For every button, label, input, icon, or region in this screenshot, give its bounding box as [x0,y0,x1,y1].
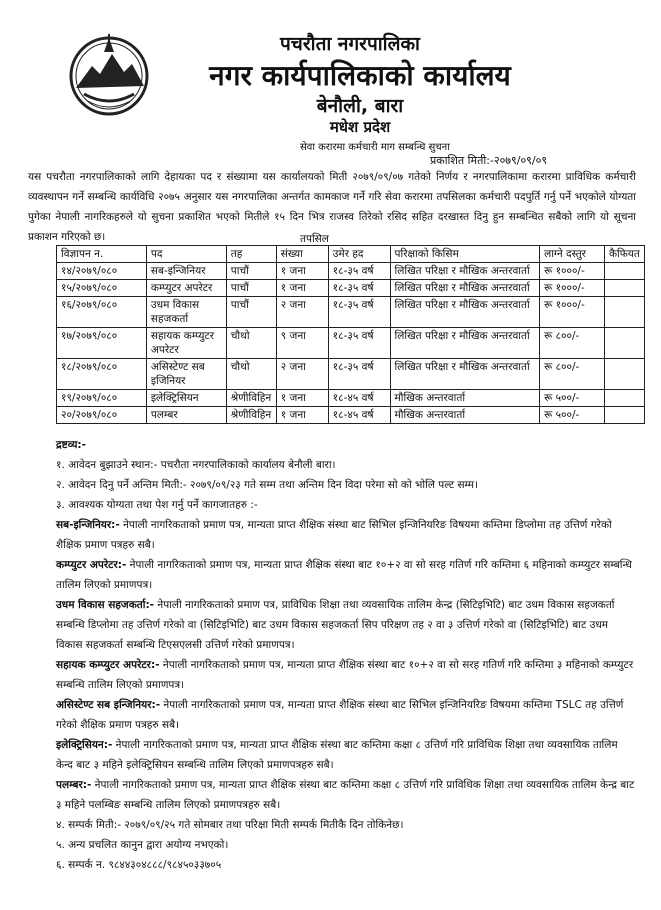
cell-count: १ जना [276,263,328,280]
cell-age: १८-४५ वर्ष [328,407,390,424]
cell-exam: लिखित परिक्षा र मौखिक अन्तरवार्ता [390,328,540,359]
cell-age: १८-३५ वर्ष [328,328,390,359]
qualification-text: नेपाली नागरिकताको प्रमाण पत्र, मान्यता प्राप्त शैक्षिक संस्था बाट कम्तिमा कक्षा ८ उत्तिर्ण गरि प्राविधिक शिक्षा तथा व्यवसायिक तालिम केन्द बाट ३ महिने इलेक्ट्रिसियन सम्बन्धि तालिम लिएको प्रमाणपत्रहरु सबै। [56,739,618,771]
cell-level: पाचौं [226,297,276,328]
qualification-text: नेपाली नागरिकताको प्रमाण पत्र, मान्यता प्राप्त शैक्षिक संस्था बाट १०+२ वा सो सरह गतिर्ण गरि कम्तिमा ६ महिनाको कम्प्युटर सम्बन्धि तालिम लिएको प्रमाणपत्र। [56,559,632,591]
col-header-level: तह [226,246,276,263]
cell-ad-no: १७/२०७९/०८० [57,328,147,359]
cell-remarks [604,328,644,359]
note-qualifications-heading: ३. आवश्यक योग्यता तथा पेश गर्नु पर्ने कागजातहरु :- [56,499,258,511]
table-row [57,359,645,390]
cell-remarks [604,263,644,280]
qualification-text: नेपाली नागरिकताको प्रमाण पत्र, मान्यता प्राप्त शैक्षिक संस्था बाट सिभिल इन्जिनियरिङ विषयमा कम्तिमा TSLC तह उत्तिर्ण गरेको शैक्षिक प्रमाण पत्रहरु सबै। [56,699,624,731]
cell-exam: लिखित परिक्षा र मौखिक अन्तरवार्ता [390,359,540,390]
vacancy-table [56,245,645,424]
cell-count: ९ जना [276,328,328,359]
cell-count: २ जना [276,297,328,328]
notes-heading: द्रष्टव्य:- [56,439,86,451]
col-header-exam: परिक्षाको किसिम [390,246,540,263]
qualification-label: सब-इन्जिनियर:- [56,519,120,531]
cell-post: कम्प्युटर अपरेटर [146,280,226,297]
cell-remarks [604,297,644,328]
note-eligibility: ५. अन्य प्रचलित कानुन द्वारा अयोग्य नभएको। [56,839,229,851]
cell-age: १८-३५ वर्ष [328,280,390,297]
col-header-post: पद [146,246,226,263]
office-name: नगर कार्यपालिकाको कार्यालय [209,59,511,92]
qualification-text: नेपाली नागरिकताको प्रमाण पत्र, प्राविधिक शिक्षा तथा व्यवसायिक तालिम केन्द्र (सिटिइभिटि) बाट उधम विकास सहजकर्ता सम्बन्धि डिप्लोमा तह उत्तिर्ण गरेको वा (सिटिइभिटि) बाट उधम विकास सहजकर्ता सिप परिक्षण तह २ वा ३ उत्तिर्ण गरेको वा (सिटिइभिटि) बाट उधम विकास सहजकर्ता सम्बन्धि टिएसएलसी उत्तिर्ण गरेको प्रमाणपत्र। [56,599,615,651]
cell-ad-no: १४/२०७९/०८० [57,263,147,280]
notes-section [56,435,636,875]
cell-level: चौथो [226,359,276,390]
cell-level: पाचौं [226,263,276,280]
table-row [57,280,645,297]
cell-level: चौथो [226,328,276,359]
cell-remarks [604,390,644,407]
cell-ad-no: २०/२०७९/०८० [57,407,147,424]
qualification-assistant-sub-engineer [56,695,636,735]
qualification-label: कम्प्युटर अपरेटर:- [56,559,127,571]
cell-exam: मौखिक अन्तरवार्ता [390,390,540,407]
cell-fee: रू ५००/- [540,407,605,424]
table-row [57,407,645,424]
cell-count: १ जना [276,280,328,297]
province-name: मधेश प्रदेश [329,118,391,136]
cell-ad-no: १९/२०७९/०८० [57,390,147,407]
cell-age: १८-३५ वर्ष [328,359,390,390]
cell-remarks [604,407,644,424]
col-header-remarks: कैफियत [604,246,644,263]
qualification-label: सहायक कम्प्युटर अपरेटर:- [56,659,160,671]
cell-level: श्रेणीविहिन [226,407,276,424]
col-header-ad-no: विज्ञापन न. [57,246,147,263]
cell-count: १ जना [276,407,328,424]
cell-post: असिस्टेण्ट सब इजिनियर [146,359,226,390]
cell-fee: रू ८००/- [540,359,605,390]
note-deadline: २. आवेदन दिनु पर्ने अन्तिम मिती:- २०७९/०९/२३ गते सम्म तथा अन्तिम दिन विदा परेमा सो को भोलि पल्ट सम्म। [56,479,478,491]
office-location: बेनौली, बारा [316,95,404,117]
qualification-plumber [56,775,636,815]
note-contact-date: ४. सम्पर्क मिती:- २०७९/०९/२५ गते सोमबार तथा परिक्षा मिती सम्पर्क मितीकै दिन तोकिनेछ। [56,819,404,831]
table-row [57,297,645,328]
cell-post: सहायक कम्प्युटर अपरेटर [146,328,226,359]
cell-ad-no: १५/२०७९/०८० [57,280,147,297]
published-date: प्रकाशित मिती:-२०७९/०९/०९ [430,154,548,167]
cell-count: २ जना [276,359,328,390]
cell-age: १८-३५ वर्ष [328,297,390,328]
cell-exam: मौखिक अन्तरवार्ता [390,407,540,424]
col-header-fee: लाग्ने दस्तुर [540,246,605,263]
cell-fee: रू १०००/- [540,297,605,328]
table-header-row [57,246,645,263]
cell-fee: रू ८००/- [540,328,605,359]
table-row [57,390,645,407]
qualification-label: उधम विकास सहजकर्ता:- [56,599,155,611]
cell-exam: लिखित परिक्षा र मौखिक अन्तरवार्ता [390,280,540,297]
qualification-text: नेपाली नागरिकताको प्रमाण पत्र, मान्यता प्राप्त शैक्षिक संस्था बाट सिभिल इन्जिनियरिङ विषयमा कम्तिमा डिप्लोमा तह उत्तिर्ण गरेको शैक्षिक प्रमाण पत्रहरु सबै। [56,519,612,551]
municipality-name: पचरौता नगरपालिका [280,33,420,55]
qualification-sub-engineer [56,515,636,555]
cell-age: १८-४५ वर्ष [328,390,390,407]
intro-paragraph: यस पचरौता नगरपालिकाको लागि देहायका पद र संख्यामा यस कार्यालयको मिती २०७९/०९/०७ गतेको निर्णय र नगरपालिकामा करारमा प्राविधिक कर्मचारी व्यवस्थापन गर्ने सम्बन्धि कार्यविधि २०७५ अनुसार यस नगरपालिका अन्तर्गत कामकाज गर्ने गरि सेवा करारमा तपसिलका कर्मचारी पदपुर्ति गर्नु पर्ने भएकोले योग्यता पुगेका नेपाली नागरिकहरुले यो सुचना प्रकाशित भएको मितीले १५ दिन भित्र राजस्व तिरेको रसिद सहित दरखास्त दिनु हुन सम्बन्धित सबैको लागि यो सूचना प्रकाशन गरिएको छ। [28,171,636,243]
qualification-text: नेपाली नागरिकताको प्रमाण पत्र, मान्यता प्राप्त शैक्षिक संस्था बाट कम्तिमा कक्षा ८ उत्तिर्ण गरि प्राविधिक शिक्षा तथा व्यवसायिक तालिम केन्द्र बाट ३ महिने पलम्बिङ सम्बन्धि तालिम लिएको प्रमाणपत्रहरु सबै। [56,779,635,811]
cell-post: उधम विकास सहजकर्ता [146,297,226,328]
qualification-label: पलम्बर:- [56,779,92,791]
qualification-assistant-computer-operator [56,655,636,695]
table-row [57,263,645,280]
qualification-electrician [56,735,636,775]
qualification-label: असिस्टेण्ट सब इन्जिनियर:- [56,699,161,711]
cell-exam: लिखित परिक्षा र मौखिक अन्तरवार्ता [390,263,540,280]
government-emblem-icon [64,28,154,120]
cell-remarks [604,280,644,297]
cell-ad-no: १६/२०७९/०८० [57,297,147,328]
cell-level: पाचौं [226,280,276,297]
note-submission-place: १. आवेदन बुझाउने स्थान:- पचरौता नगरपालिकाको कार्यालय बेनौली बारा। [56,459,336,471]
col-header-count: संख्या [276,246,328,263]
table-row [57,328,645,359]
cell-fee: रू १०००/- [540,280,605,297]
cell-remarks [604,359,644,390]
cell-post: सब-इन्जिनियर [146,263,226,280]
cell-ad-no: १८/२०७९/०८० [57,359,147,390]
qualification-computer-operator [56,555,636,595]
cell-age: १८-३५ वर्ष [328,263,390,280]
cell-count: १ जना [276,390,328,407]
cell-level: श्रेणीविहिन [226,390,276,407]
cell-exam: लिखित परिक्षा र मौखिक अन्तरवार्ता [390,297,540,328]
notice-subject: सेवा करारमा कर्मचारी माग सम्बन्धि सुचना [300,142,450,153]
col-header-age: उमेर हद [328,246,390,263]
qualification-label: इलेक्ट्रिसियन:- [56,739,113,751]
qualification-text: नेपाली नागरिकताको प्रमाण पत्र, मान्यता प्राप्त शैक्षिक संस्था बाट १०+२ वा सो सरह गतिर्ण गरि कम्तिमा ३ महिनाको कम्प्युटर सम्बन्धि तालिम लिएको प्रमाणपत्र। [56,659,634,691]
cell-fee: रू १०००/- [540,263,605,280]
cell-post: इलेक्ट्रिसियन [146,390,226,407]
cell-post: पलम्बर [146,407,226,424]
note-contact-number: ६. सम्पर्क न. ९८४४३०४८८८/९८४५०३३७०५ [56,859,222,871]
table-caption: तपसिल [300,233,329,245]
qualification-enterprise-facilitator [56,595,636,655]
cell-fee: रू ५००/- [540,390,605,407]
